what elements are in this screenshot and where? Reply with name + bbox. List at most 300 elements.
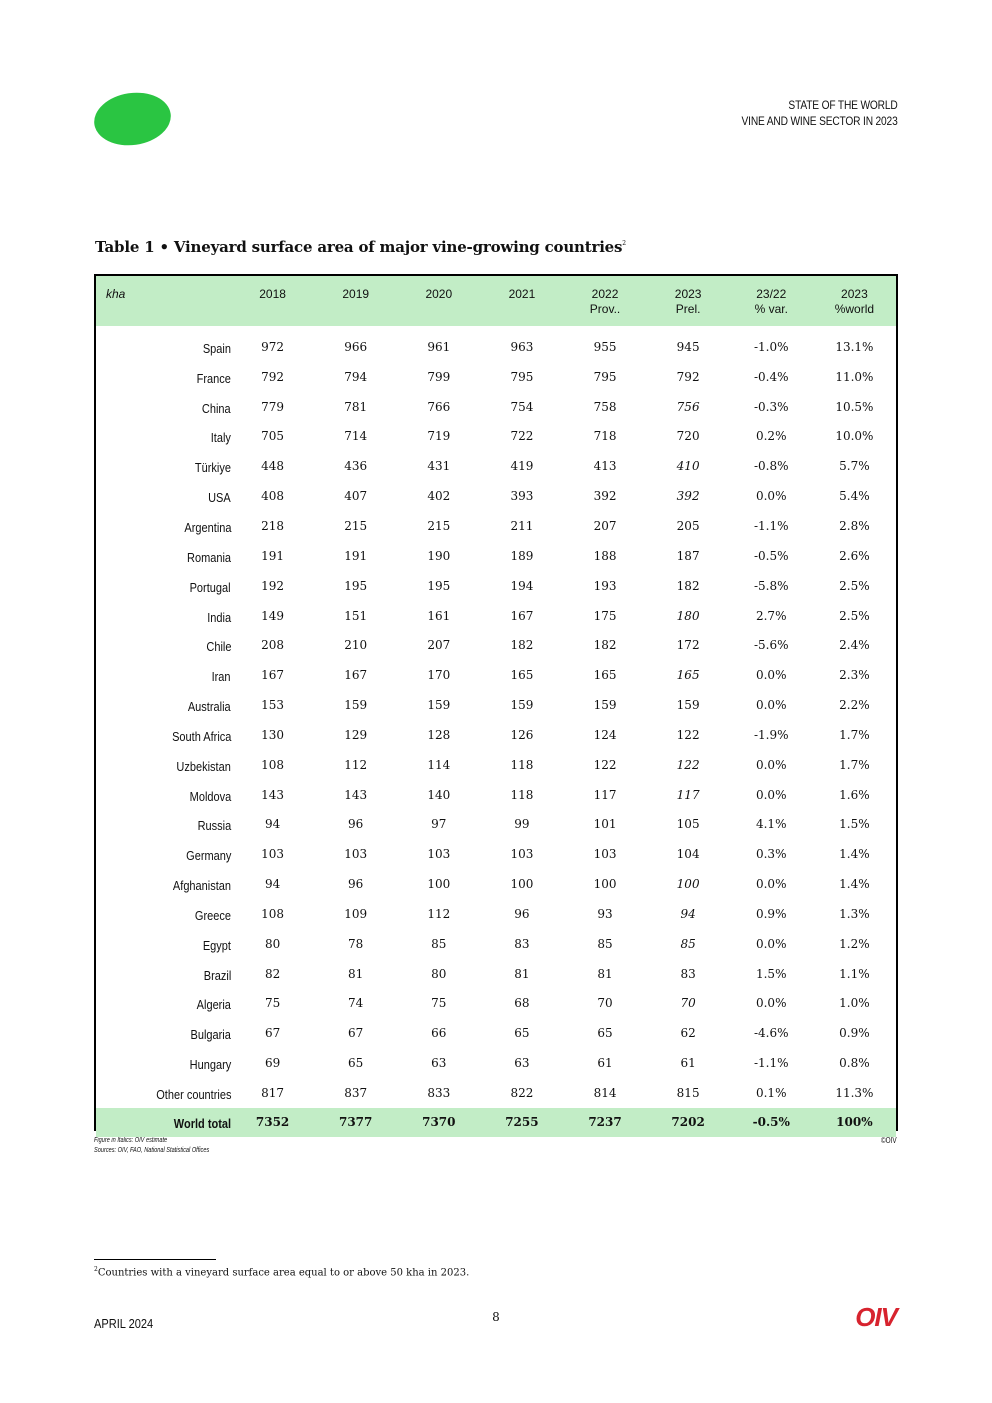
value-cell: 62 [680,1026,696,1041]
table-row [96,1048,896,1078]
value-cell: 0.2% [755,429,787,444]
value-cell: 7255 [505,1115,539,1130]
value-cell: 103 [344,847,368,862]
table-row [96,869,896,899]
country-cell: South Africa [171,729,232,744]
table-row [96,720,896,750]
value-cell: 11.0% [835,369,874,384]
value-cell: 837 [344,1086,368,1101]
value-cell: 117 [593,787,617,802]
table-row [96,690,896,720]
value-cell: 159 [344,698,368,713]
value-cell: 833 [427,1086,451,1101]
value-cell: 407 [344,489,368,504]
value-cell: 122 [676,727,700,742]
value-cell: -1.9% [753,727,789,742]
value-cell: 83 [680,966,696,981]
value-cell: 766 [427,399,451,414]
table-row [96,780,896,810]
total-row [96,1108,896,1137]
value-cell: 94 [680,906,696,921]
title-footnote-ref: 2 [622,240,626,247]
value-cell: 100% [836,1115,873,1130]
value-cell: 10.0% [835,429,874,444]
header-line-2: VINE AND WINE SECTOR IN 2023 [741,114,898,128]
value-cell: 130 [261,727,285,742]
value-cell: 159 [510,698,534,713]
value-cell: 68 [514,996,530,1011]
country-cell: Greece [194,908,232,923]
column-header: 2019 [342,287,370,301]
value-cell: 2.5% [839,578,870,593]
value-cell: 4.1% [755,817,787,832]
value-cell: 0.9% [839,1026,870,1041]
value-cell: 195 [344,578,368,593]
sources-note: Sources: OIV, FAO, National Statistical Offices [94,1147,210,1154]
country-cell: Romania [187,550,232,565]
italics-note: Figure in Italics: OIV estimate [94,1137,168,1144]
value-cell: 108 [261,906,285,921]
value-cell: 436 [344,459,368,474]
value-cell: 966 [344,339,368,354]
value-cell: 122 [676,757,700,772]
value-cell: 0.0% [755,787,787,802]
value-cell: 1.4% [839,877,870,892]
value-cell: 205 [676,518,700,533]
value-cell: 81 [514,966,530,981]
value-cell: 80 [264,936,281,951]
table-row [96,899,896,929]
value-cell: 189 [510,548,534,563]
value-cell: 720 [676,429,700,444]
oiv-logo: OIV [855,1302,897,1332]
data-table [96,276,896,1137]
value-cell: 165 [676,668,700,683]
value-cell: 100 [676,877,700,892]
value-cell: 85 [680,936,696,951]
value-cell: 963 [510,339,534,354]
value-cell: 143 [261,787,285,802]
value-cell: 114 [427,757,451,772]
country-cell: Portugal [190,580,232,595]
country-cell: Uzbekistan [176,759,232,774]
page-number: 8 [492,1310,500,1324]
value-cell: 392 [676,489,700,504]
value-cell: 0.0% [755,757,787,772]
value-cell: 122 [593,757,617,772]
value-cell: -0.3% [753,399,789,414]
table-title [95,238,626,256]
value-cell: 159 [676,698,700,713]
value-cell: 211 [510,518,534,533]
value-cell: 814 [593,1086,617,1101]
value-cell: 5.4% [839,489,870,504]
value-cell: 103 [261,847,285,862]
value-cell: 815 [676,1086,700,1101]
country-cell: Spain [202,341,232,356]
value-cell: 945 [676,339,700,354]
value-cell: 161 [427,608,451,623]
country-cell: Afghanistan [172,879,232,894]
value-cell: 67 [348,1026,364,1041]
table-row [96,511,896,541]
country-cell: Hungary [189,1058,232,1073]
value-cell: 149 [261,608,285,623]
column-header: 2020 [425,287,453,301]
value-cell: 392 [593,489,617,504]
table-row [96,481,896,511]
value-cell: 215 [344,518,368,533]
value-cell: 210 [344,638,368,653]
value-cell: 419 [510,459,534,474]
value-cell: 124 [593,727,617,742]
value-cell: 779 [261,399,285,414]
value-cell: 188 [593,548,617,563]
value-cell: -4.6% [753,1026,789,1041]
value-cell: 448 [261,459,285,474]
value-cell: 7237 [588,1115,622,1130]
value-cell: 719 [427,429,451,444]
value-cell: -5.6% [753,638,789,653]
value-cell: 67 [264,1026,281,1041]
footnote-divider [94,1259,216,1260]
table-row [96,750,896,780]
value-cell: 0.0% [755,936,787,951]
table-row [96,332,896,362]
value-cell: 722 [510,429,534,444]
value-cell: 817 [261,1086,285,1101]
value-cell: 61 [597,1056,613,1071]
value-cell: 167 [261,668,285,683]
value-cell: 108 [261,757,285,772]
table-row [96,362,896,392]
value-cell: 118 [510,787,534,802]
table-header-row [96,276,896,326]
country-cell: Germany [185,849,232,864]
value-cell: 103 [593,847,617,862]
value-cell: 799 [427,369,451,384]
value-cell: 794 [344,369,368,384]
value-cell: 70 [680,996,696,1011]
value-cell: 159 [593,698,617,713]
value-cell: 143 [344,787,368,802]
value-cell: 191 [261,548,285,563]
report-header [742,97,898,129]
value-cell: 167 [510,608,534,623]
value-cell: 7370 [422,1115,456,1130]
value-cell: 117 [676,787,700,802]
value-cell: 0.0% [755,489,787,504]
value-cell: 190 [427,548,451,563]
unit-header: kha [106,287,126,301]
table-row [96,989,896,1019]
table-row [96,959,896,989]
brand-oval-logo [91,88,174,150]
value-cell: 1.3% [839,906,870,921]
header-line-1: STATE OF THE WORLD [788,98,898,112]
table-row [96,1018,896,1048]
value-cell: 82 [264,966,281,981]
value-cell: 103 [510,847,534,862]
value-cell: 0.8% [839,1056,870,1071]
value-cell: 7202 [671,1115,705,1130]
value-cell: 94 [264,817,281,832]
value-cell: 126 [510,727,534,742]
value-cell: 194 [510,578,534,593]
value-cell: 822 [510,1086,534,1101]
country-cell: Other countries [155,1088,232,1103]
value-cell: 955 [593,339,617,354]
country-cell: China [202,401,232,416]
value-cell: 1.1% [839,966,870,981]
value-cell: 195 [427,578,451,593]
value-cell: -5.8% [753,578,789,593]
value-cell: 93 [597,906,613,921]
value-cell: 2.5% [839,608,870,623]
publication-date: APRIL 2024 [94,1316,154,1331]
country-cell: USA [208,491,232,506]
value-cell: 0.9% [755,906,787,921]
value-cell: 756 [676,399,700,414]
value-cell: 151 [344,608,368,623]
value-cell: 165 [593,668,617,683]
value-cell: 105 [676,817,700,832]
value-cell: 100 [593,877,617,892]
value-cell: 182 [676,578,700,593]
country-cell: Moldova [189,789,232,804]
value-cell: 792 [676,369,700,384]
table-row [96,392,896,422]
value-cell: 215 [427,518,451,533]
value-cell: 408 [261,489,285,504]
value-cell: 2.3% [839,668,870,683]
table-row [96,929,896,959]
footnote-text: Countries with a vineyard surface area equal to or above 50 kha in 2023. [97,1267,470,1279]
value-cell: 180 [676,608,700,623]
value-cell: 0.0% [755,996,787,1011]
value-cell: -0.4% [753,369,789,384]
value-cell: 128 [427,727,451,742]
value-cell: 94 [264,877,281,892]
value-cell: 1.5% [839,817,870,832]
country-cell: World total [173,1117,232,1132]
country-cell: Brazil [203,968,232,983]
value-cell: 118 [510,757,534,772]
country-cell: Chile [205,640,232,655]
value-cell: 182 [593,638,617,653]
value-cell: 140 [427,787,451,802]
value-cell: 193 [593,578,617,593]
column-header: 2023 Prel. [674,287,702,316]
value-cell: 10.5% [835,399,874,414]
value-cell: 1.5% [755,966,787,981]
value-cell: 2.2% [839,698,870,713]
value-cell: 714 [344,429,368,444]
value-cell: 109 [344,906,368,921]
table-row [96,1078,896,1108]
country-cell: Australia [188,700,232,715]
value-cell: 192 [261,578,285,593]
value-cell: -1.1% [753,518,789,533]
value-cell: 63 [431,1056,447,1071]
value-cell: 85 [597,936,613,951]
value-cell: 961 [427,339,451,354]
value-cell: 0.0% [755,668,787,683]
value-cell: 207 [593,518,617,533]
value-cell: 65 [348,1056,364,1071]
value-cell: 112 [427,906,451,921]
value-cell: 65 [514,1026,530,1041]
value-cell: 83 [514,936,530,951]
value-cell: 112 [344,757,368,772]
value-cell: -0.5% [753,548,789,563]
country-cell: Argentina [183,520,232,535]
table-row [96,630,896,660]
value-cell: 758 [593,399,617,414]
country-cell: Türkiye [194,461,232,476]
value-cell: -0.8% [753,459,789,474]
value-cell: 754 [510,399,534,414]
value-cell: 0.3% [755,847,787,862]
footnote [94,1266,469,1278]
value-cell: 2.4% [839,638,870,653]
country-cell: Iran [212,670,232,685]
value-cell: 191 [344,548,368,563]
table-notes [94,1136,209,1156]
table-row [96,422,896,452]
value-cell: 170 [427,668,451,683]
country-cell: India [207,610,232,625]
value-cell: 413 [593,459,617,474]
value-cell: 165 [510,668,534,683]
value-cell: 78 [348,936,364,951]
value-cell: 781 [344,399,368,414]
value-cell: 80 [431,966,447,981]
value-cell: 61 [680,1056,696,1071]
country-cell: Russia [197,819,232,834]
country-cell: France [196,371,232,386]
value-cell: 11.3% [835,1086,874,1101]
table-row [96,601,896,631]
value-cell: 69 [264,1056,281,1071]
value-cell: 175 [593,608,617,623]
value-cell: 2.8% [839,518,870,533]
value-cell: 103 [427,847,451,862]
value-cell: 63 [514,1056,530,1071]
column-header: 2022 Prov.. [589,287,621,316]
country-cell: Algeria [196,998,232,1013]
footnote-number: 2 [94,1266,98,1273]
table-row [96,571,896,601]
value-cell: 172 [676,638,700,653]
value-cell: 1.2% [839,936,870,951]
value-cell: 5.7% [839,459,870,474]
value-cell: 2.7% [755,608,787,623]
value-cell: 218 [261,518,285,533]
value-cell: 795 [593,369,617,384]
value-cell: 431 [427,459,451,474]
value-cell: 187 [676,548,700,563]
value-cell: 705 [261,429,285,444]
value-cell: 7377 [338,1115,373,1130]
value-cell: 1.0% [839,996,870,1011]
value-cell: 66 [431,1026,447,1041]
value-cell: 182 [510,638,534,653]
value-cell: 13.1% [835,339,874,354]
value-cell: 81 [348,966,364,981]
value-cell: 99 [514,817,530,832]
value-cell: 85 [431,936,447,951]
value-cell: 792 [261,369,285,384]
value-cell: 97 [431,817,447,832]
value-cell: 2.6% [839,548,870,563]
country-cell: Bulgaria [190,1028,232,1043]
value-cell: 1.4% [839,847,870,862]
value-cell: 1.6% [839,787,870,802]
value-cell: 96 [348,877,364,892]
table-row [96,541,896,571]
value-cell: 74 [348,996,364,1011]
table-row [96,660,896,690]
value-cell: 96 [348,817,364,832]
value-cell: 100 [510,877,534,892]
value-cell: 167 [344,668,368,683]
value-cell: 81 [597,966,613,981]
table-row [96,810,896,840]
value-cell: 718 [593,429,617,444]
value-cell: 208 [261,638,285,653]
value-cell: 65 [597,1026,613,1041]
value-cell: 104 [676,847,700,862]
value-cell: 7352 [255,1115,290,1130]
value-cell: 0.0% [755,877,787,892]
value-cell: 410 [676,459,700,474]
value-cell: 75 [264,996,281,1011]
value-cell: 402 [427,489,451,504]
table-title-text: Table 1 • Vineyard surface area of major vine-growing countries [95,238,623,256]
value-cell: 0.0% [755,698,787,713]
value-cell: -1.0% [753,339,789,354]
country-cell: Egypt [202,938,232,953]
copyright-mark: ©OIV [881,1136,897,1145]
value-cell: 159 [427,698,451,713]
value-cell: 972 [261,339,285,354]
column-header: 2018 [259,287,286,301]
value-cell: -1.1% [753,1056,789,1071]
value-cell: 100 [427,877,451,892]
table-row [96,839,896,869]
value-cell: 1.7% [839,727,870,742]
column-header: 2023 %world [834,287,875,316]
value-cell: 393 [510,489,534,504]
column-header: 23/22 % var. [754,287,788,316]
column-header: 2021 [508,287,536,301]
value-cell: 207 [427,638,451,653]
value-cell: 153 [261,698,285,713]
value-cell: 1.7% [839,757,870,772]
table-row [96,451,896,481]
vineyard-table [94,274,898,1131]
value-cell: 795 [510,369,534,384]
country-cell: Italy [210,431,232,446]
value-cell: 96 [514,906,530,921]
value-cell: 75 [431,996,447,1011]
value-cell: 101 [593,817,617,832]
value-cell: 0.1% [755,1086,787,1101]
value-cell: 129 [344,727,368,742]
value-cell: 70 [597,996,613,1011]
value-cell: -0.5% [752,1115,790,1130]
